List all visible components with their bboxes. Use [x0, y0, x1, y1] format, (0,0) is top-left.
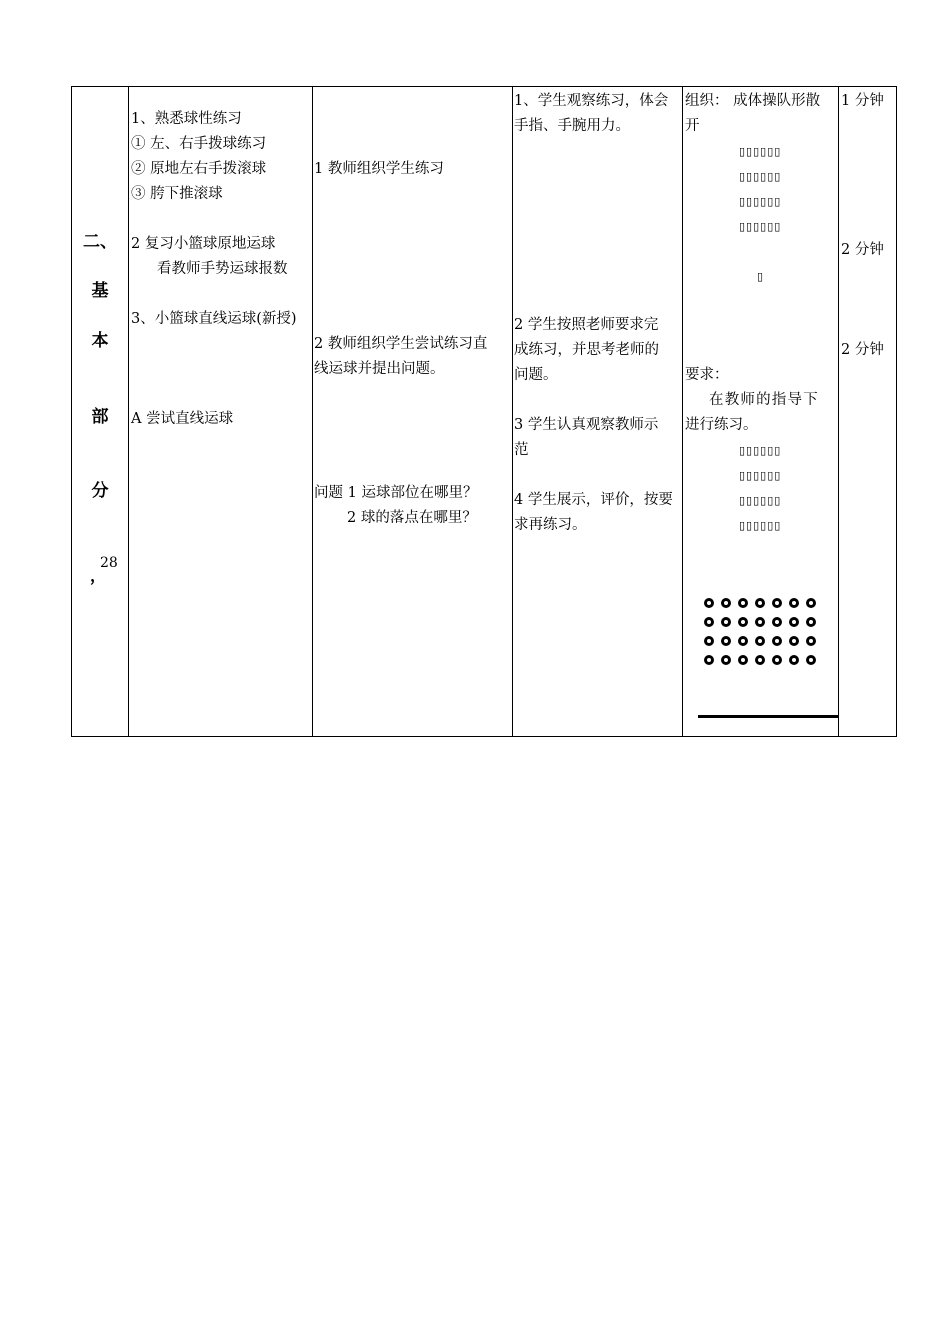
- teacher-line: 2 教师组织学生尝试练习直: [314, 336, 488, 352]
- column-divider: [682, 87, 683, 736]
- student-dot: [755, 655, 765, 665]
- student-dot: [772, 636, 782, 646]
- student-dot: [806, 655, 816, 665]
- formation-row: ▯▯▯▯▯▯: [739, 170, 782, 183]
- content-line: 2 复习小篮球原地运球: [131, 236, 276, 252]
- student-line: 问题。: [514, 367, 558, 383]
- student-dot: [806, 617, 816, 627]
- formation-row: ▯▯▯▯▯▯: [739, 469, 782, 482]
- formation-dot-row: [704, 631, 816, 650]
- formation-row: ▯▯▯▯▯▯: [739, 494, 782, 507]
- section-duration-mark: ，: [90, 566, 107, 585]
- student-dot: [721, 598, 731, 608]
- student-dot: [806, 636, 816, 646]
- teacher-line: 线运球并提出问题。: [314, 361, 445, 377]
- org-line: 组织： 成体操队形散: [685, 93, 821, 109]
- student-line: 2 学生按照老师要求完: [514, 317, 659, 333]
- formation-dot-row: [704, 593, 816, 612]
- teacher-questions: [314, 481, 511, 531]
- time-label: 2 分钟: [841, 342, 884, 358]
- content-line: ② 原地左右手拨滚球: [131, 161, 267, 177]
- formation-dot-row: [704, 650, 816, 669]
- student-line: 手指、手腕用力。: [514, 118, 630, 134]
- student-line: 成练习，并思考老师的: [514, 342, 659, 358]
- org-line: 开: [685, 118, 700, 134]
- section-char: 部: [91, 407, 109, 427]
- student-dot: [721, 617, 731, 627]
- content-column: [131, 107, 311, 432]
- column-divider: [128, 87, 129, 736]
- column-divider: [838, 87, 839, 736]
- student-dot: [772, 617, 782, 627]
- formation-row: ▯▯▯▯▯▯: [739, 145, 782, 158]
- content-line: A 尝试直线运球: [131, 411, 234, 427]
- content-line: 1、熟悉球性练习: [131, 111, 242, 127]
- student-dot: [789, 598, 799, 608]
- student-dot: [755, 636, 765, 646]
- time-label: 1 分钟: [841, 93, 884, 109]
- teacher-line: 1 教师组织学生练习: [314, 161, 444, 177]
- time-label: 2 分钟: [841, 242, 884, 258]
- lesson-plan-table: [71, 86, 897, 737]
- formation-row: ▯▯▯▯▯▯: [739, 195, 782, 208]
- content-line: ① 左、右手拨球练习: [131, 136, 267, 152]
- student-dot: [704, 636, 714, 646]
- student-dot: [755, 617, 765, 627]
- org-line: 在教师的指导下: [709, 392, 819, 408]
- student-dot: [721, 655, 731, 665]
- student-dot: [789, 655, 799, 665]
- student-line: 求再练习。: [514, 517, 587, 533]
- formation-row: ▯▯▯▯▯▯: [739, 220, 782, 233]
- student-dot: [789, 617, 799, 627]
- student-column-2: [514, 313, 682, 538]
- column-divider: [312, 87, 313, 736]
- student-line: 1、学生观察练习，体会: [514, 93, 669, 109]
- teacher-question: 2 球的落点在哪里？: [347, 510, 477, 526]
- student-line: 3 学生认真观察教师示: [514, 417, 659, 433]
- student-dot: [721, 636, 731, 646]
- student-dot: [772, 598, 782, 608]
- formation-dots-diagram: [704, 593, 816, 669]
- student-dot: [755, 598, 765, 608]
- section-char: 本: [91, 331, 109, 351]
- teacher-mark: ▯: [757, 270, 765, 283]
- student-dot: [738, 636, 748, 646]
- organization-requirements: [685, 363, 838, 538]
- content-line: ③ 胯下推滚球: [131, 186, 223, 202]
- organization-column: [685, 89, 838, 289]
- formation-row: ▯▯▯▯▯▯: [739, 444, 782, 457]
- formation-dot-row: [704, 612, 816, 631]
- content-line: 看教师手势运球报数: [157, 261, 288, 277]
- student-dot: [772, 655, 782, 665]
- teacher-column: [314, 157, 511, 182]
- column-divider: [512, 87, 513, 736]
- student-dot: [789, 636, 799, 646]
- student-column: [514, 89, 682, 139]
- formation-row: ▯▯▯▯▯▯: [739, 519, 782, 532]
- section-char: 二、: [83, 232, 117, 252]
- section-char: 基: [91, 281, 109, 301]
- teacher-question: 问题 1 运球部位在哪里？: [314, 485, 478, 501]
- section-duration: 28: [100, 555, 118, 571]
- org-line: 要求：: [685, 367, 729, 383]
- org-line: 进行练习。: [685, 417, 758, 433]
- student-dot: [738, 617, 748, 627]
- student-dot: [806, 598, 816, 608]
- student-dot: [704, 655, 714, 665]
- section-char: 分: [91, 481, 109, 501]
- student-dot: [738, 598, 748, 608]
- student-dot: [704, 598, 714, 608]
- content-line: 3、小篮球直线运球(新授): [131, 311, 297, 327]
- baseline-line: [698, 715, 838, 718]
- student-line: 4 学生展示，评价，按要: [514, 492, 673, 508]
- teacher-column-2: [314, 332, 511, 382]
- student-line: 范: [514, 442, 529, 458]
- student-dot: [704, 617, 714, 627]
- student-dot: [738, 655, 748, 665]
